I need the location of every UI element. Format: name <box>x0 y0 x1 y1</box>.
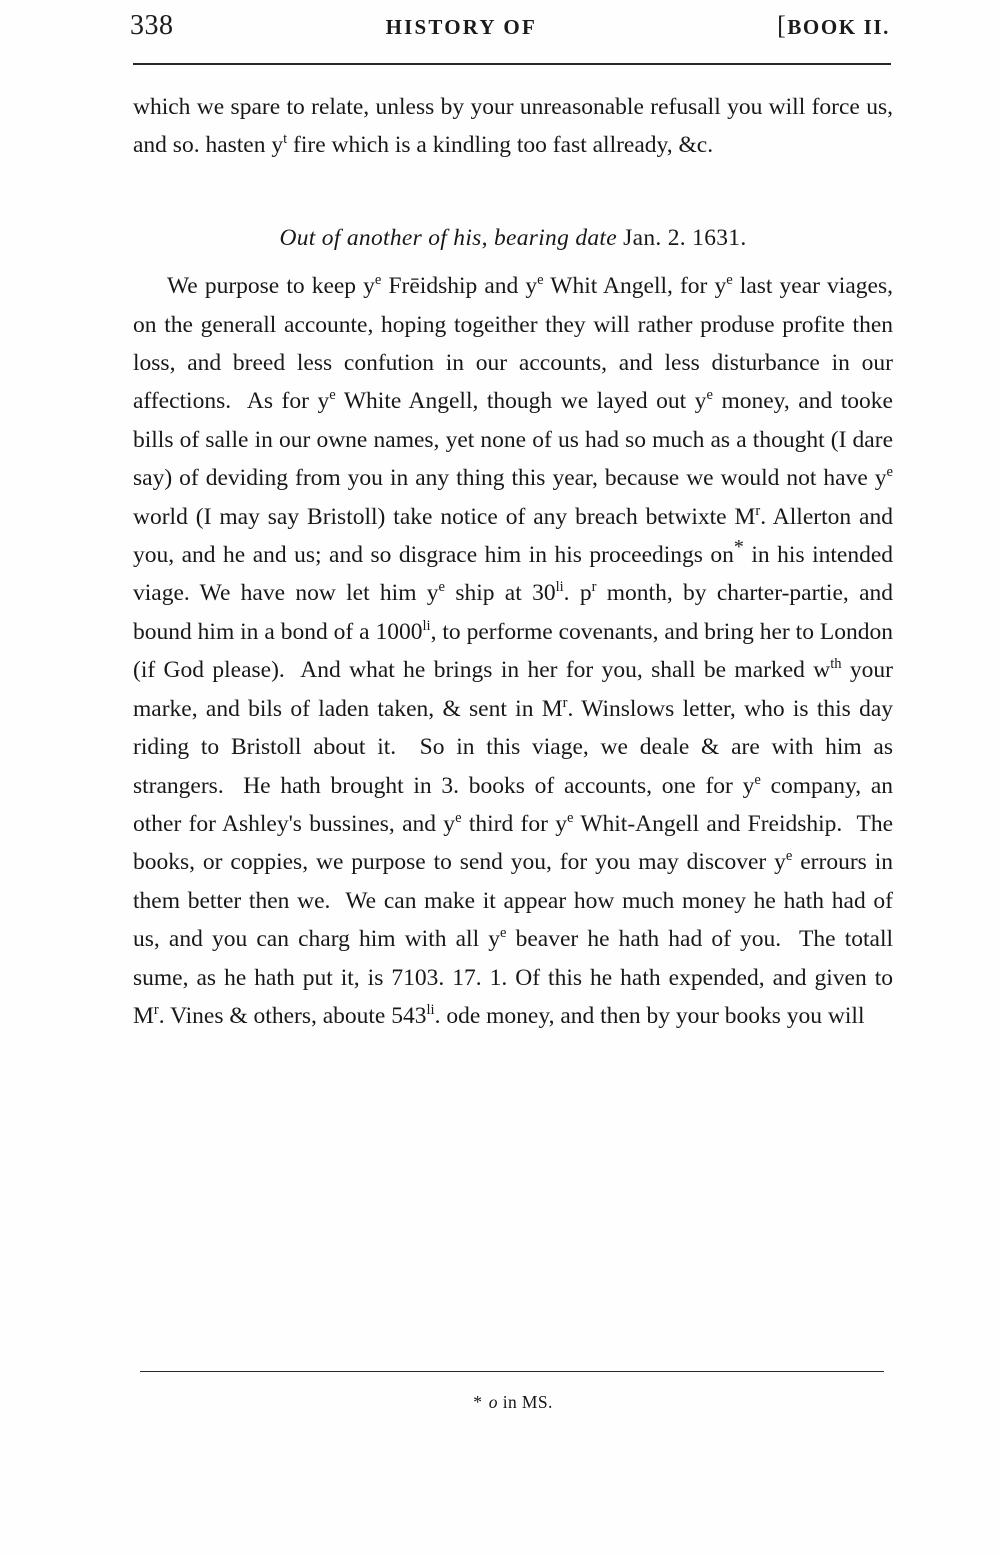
footnote-italic-term: o <box>488 1392 498 1412</box>
paragraph-quote-continuation: which we spare to relate, unless by your unreasonable refusall you will force us, and so. hasten $y^t$ fire which is a kindling too fast allready, &c. <box>133 94 893 159</box>
footnote <box>133 1392 893 1413</box>
running-title: HISTORY OF <box>385 15 537 39</box>
footnote-rule <box>140 1371 884 1372</box>
bracket-glyph: [ <box>777 11 788 40</box>
header-rule <box>133 63 891 65</box>
paragraph-letter-body: We purpose to keep $y^e$ Frēidship and $y^e$ Whit Angell, for $y^e$ last year viages, on the generall accounte, hoping togeither they will rather produse profite then loss, and breed less confution in our accounts, and less disturbance in our affections. As for $y^e$ White Angell, though we layed out $y^e$ money, and tooke bills of salle in our owne names, yet none of us had so much as a thought (I dare say) of deviding from you in any thing this year, because we would not have $y^e$ world (I may say Bristoll) take notice of any breach betwixte $M^r$. Allerton and you, and he and us; and so disgrace him in his proceedings on* in his intended viage. We have now let him $y^e$ ship at $30^{li}$. $p^r$ month, by charter-partie, and bound him in a bond of a $1000^{li}$, to performe covenants, and bring her to London (if God please). And what he brings in her for you, shall be marked $w^{th}$ your marke, and bils of laden taken, & sent in $M^r$. Winslows letter, who is this day riding to Bristoll about it. So in this viage, we deale & are with him as strangers. He hath brought in 3. books of accounts, one for $y^e$ company, an other for Ashley's bussines, and $y^e$ third for $y^e$ Whit-Angell and Freidship. The books, or coppies, we purpose to send you, for you may discover $y^e$ errours in them better then we. We can make it appear how much money he hath had of us, and you can charg him with all $y^e$ beaver he hath had of you. The totall sume, as he hath put it, is 7103. 17. 1. Of this he hath expended, and given to $M^r$. Vines & others, aboute $543^{li}$. ode money, and then by your books you will <box>133 272 894 1029</box>
footnote-marker: * <box>473 1392 484 1412</box>
letter-caption-date: Jan. 2. 1631. <box>623 224 747 251</box>
book-reference-label: BOOK II. <box>787 15 890 39</box>
book-reference <box>777 11 890 41</box>
letter-caption <box>133 219 893 257</box>
footnote-text: in MS. <box>497 1392 553 1412</box>
body-text-column <box>133 88 893 1035</box>
letter-caption-italic: Out of another of his, bearing date <box>279 224 624 251</box>
page-number: 338 <box>130 10 174 41</box>
page-header <box>130 10 890 54</box>
